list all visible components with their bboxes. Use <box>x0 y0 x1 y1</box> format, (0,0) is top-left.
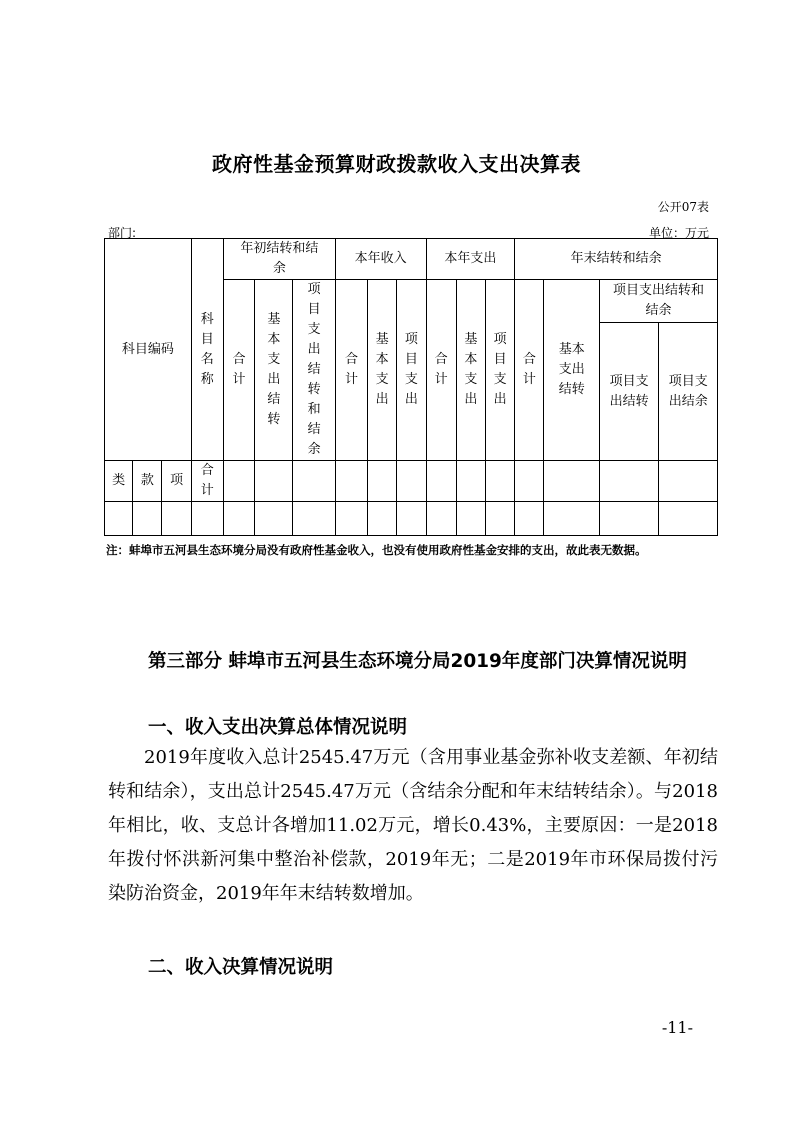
header-begin-total: 合计 <box>223 280 254 461</box>
table-cell <box>293 461 335 502</box>
table-cell <box>486 461 515 502</box>
header-subject-code: 科目编码 <box>105 239 192 461</box>
header-lei: 类 <box>105 461 133 502</box>
part-title: 第三部分 蚌埠市五河县生态环境分局2019年度部门决算情况说明 <box>148 651 687 672</box>
table-cell <box>544 461 599 502</box>
header-income-total: 合计 <box>335 280 367 461</box>
table-cell <box>223 461 254 502</box>
table-note: 注：蚌埠市五河县生态环境分局没有政府性基金收入，也没有使用政府性基金安排的支出，故此表无数据。 <box>106 543 647 557</box>
header-begin-balance: 年初结转和结余 <box>223 239 335 280</box>
header-income-project: 项目支出 <box>397 280 426 461</box>
section-heading-2: 二、收入决算情况说明 <box>148 957 334 978</box>
header-subject-name: 科目名称 <box>191 239 223 461</box>
header-end-basic-carryover: 基本支出结转 <box>544 280 599 461</box>
header-expense-basic: 基本支出 <box>456 280 485 461</box>
header-current-expense: 本年支出 <box>426 239 515 280</box>
form-code: 公开07表 <box>657 200 709 214</box>
header-xiang: 项 <box>162 461 191 502</box>
table-cell <box>368 461 397 502</box>
table-cell <box>426 461 456 502</box>
header-expense-total: 合计 <box>426 280 456 461</box>
header-end-balance: 年末结转和结余 <box>515 239 718 280</box>
table-cell <box>515 461 544 502</box>
header-current-income: 本年收入 <box>335 239 426 280</box>
header-income-basic: 基本支出 <box>368 280 397 461</box>
header-end-project-surplus: 项目支出结余 <box>659 323 718 461</box>
department-label: 部门: <box>108 226 137 240</box>
header-expense-project: 项目支出 <box>486 280 515 461</box>
header-end-project-group: 项目支出结转和结余 <box>599 280 717 323</box>
header-kuan: 款 <box>133 461 162 502</box>
header-end-total: 合计 <box>515 280 544 461</box>
paragraph-1: 2019年度收入总计2545.47万元（含用事业基金弥补收支差额、年初结转和结余），支出总计2545.47万元（含结余分配和年末结转结余）。与2018年相比，收、支总计各增加11.02万元，增长0.43%，主要原因：一是2018年拨付怀洪新河集中整治补偿款，2019年无；二是2019年市环保局拨付污染防治资金，2019年年末结转数增加。 <box>108 747 718 904</box>
table-cell <box>335 461 367 502</box>
table-cell <box>255 461 293 502</box>
unit-label: 单位：万元 <box>648 226 709 240</box>
document-title: 政府性基金预算财政拨款收入支出决算表 <box>212 152 581 176</box>
budget-table <box>104 238 718 536</box>
header-end-project-carryover: 项目支出结转 <box>599 323 658 461</box>
header-begin-project-balance: 项目支出结转和结余 <box>293 280 335 461</box>
header-begin-basic-carryover: 基本支出结转 <box>255 280 293 461</box>
section-heading-1: 一、收入支出决算总体情况说明 <box>148 717 408 738</box>
page-number: -11- <box>661 1018 693 1037</box>
table-cell <box>599 461 658 502</box>
table-cell <box>456 461 485 502</box>
table-cell <box>659 461 718 502</box>
table-cell <box>397 461 426 502</box>
row-total-label: 合计 <box>191 461 223 502</box>
